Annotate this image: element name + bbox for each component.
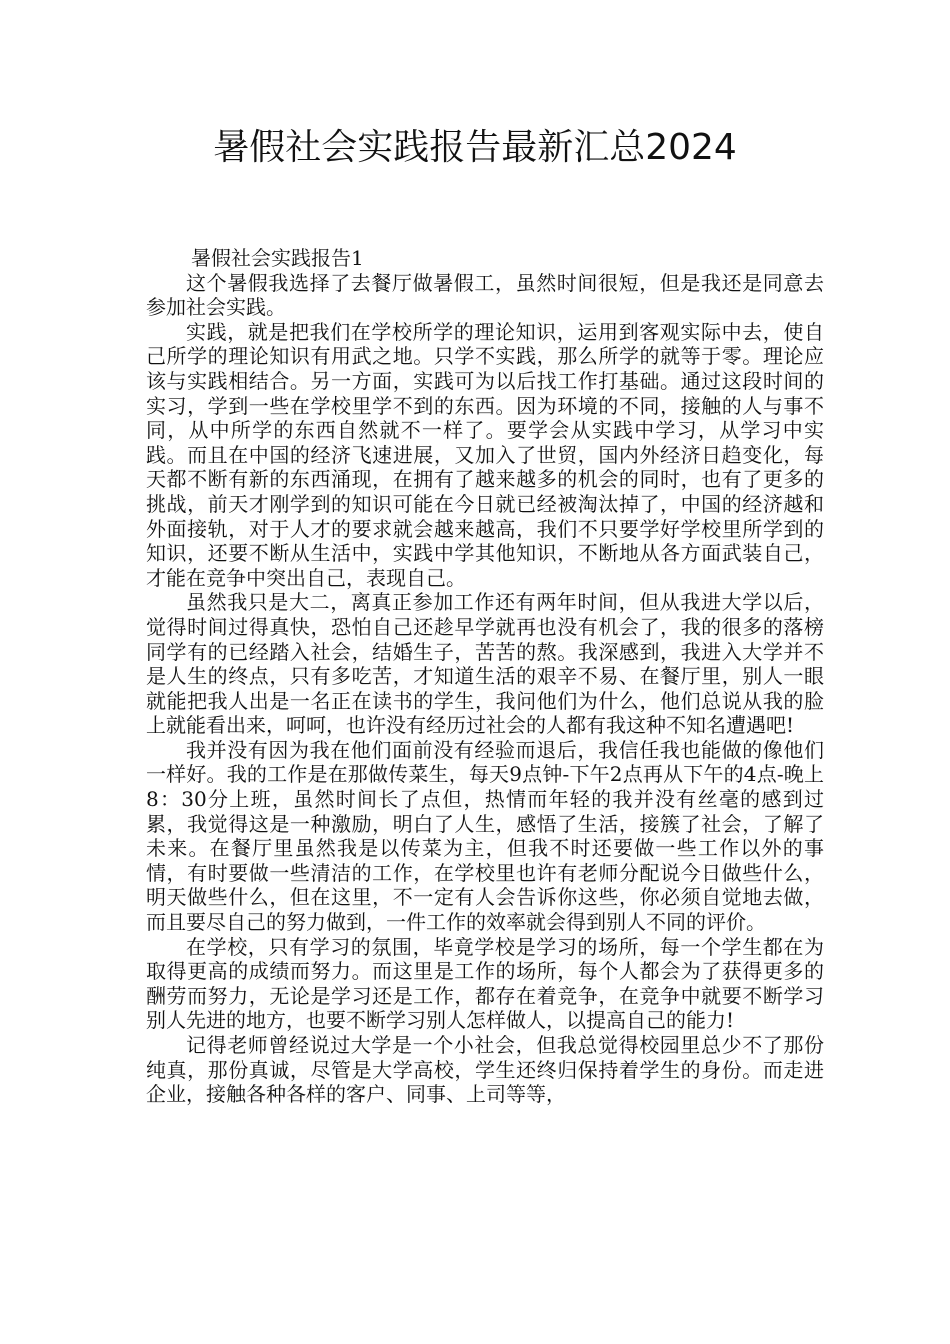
document-body [146,246,824,1107]
paragraph-4: 我并没有因为我在他们面前没有经验而退后，我信任我也能做的像他们一样好。我的工作是在那做传菜生，每天9点钟-下午2点再从下午的4点-晚上8：30分上班，虽然时间长了点但，热情而年轻的我并没有丝毫的感到过累，我觉得这是一种激励，明白了人生，感悟了生活，接簇了社会，了解了未来。在餐厅里虽然我是以传菜为主，但我不时还要做一些工作以外的事情，有时要做一些清洁的工作，在学校里也许有老师分配说今日做些什么，明天做些什么，但在这里，不一定有人会告诉你这些，你必须自觉地去做，而且要尽自己的努力做到，一件工作的效率就会得到别人不同的评价。 [146,737,824,935]
paragraph-5: 在学校，只有学习的氛围，毕竟学校是学习的场所，每一个学生都在为取得更高的成绩而努力。而这里是工作的场所，每个人都会为了获得更多的酬劳而努力，无论是学习还是工作，都存在着竞争，在竞争中就要不断学习别人先进的地方，也要不断学习别人怎样做人，以提高自己的能力! [146,934,824,1033]
paragraph-3: 虽然我只是大二，离真正参加工作还有两年时间，但从我进大学以后，觉得时间过得真快，恐怕自己还趁早学就再也没有机会了，我的很多的落榜同学有的已经踏入社会，结婚生子，苦苦的熬。我深感到，我进入大学并不是人生的终点，只有多吃苦，才知道生活的艰辛不易、在餐厅里，别人一眼就能把我人出是一名正在读书的学生，我问他们为什么，他们总说从我的脸上就能看出来，呵呵，也许没有经历过社会的人都有我这种不知名遭遇吧! [146,590,824,738]
section-heading: 暑假社会实践报告1 [191,246,364,270]
paragraph-2: 实践，就是把我们在学校所学的理论知识，运用到客观实际中去，使自己所学的理论知识有用武之地。只学不实践，那么所学的就等于零。理论应该与实践相结合。另一方面，实践可为以后找工作打基础。通过这段时间的实习，学到一些在学校里学不到的东西。因为环境的不同，接触的人与事不同，从中所学的东西自然就不一样了。要学会从实践中学习，从学习中实践。而且在中国的经济飞速进展，又加入了世贸，国内外经济日趋变化，每天都不断有新的东西涌现，在拥有了越来越多的机会的同时，也有了更多的挑战，前天才刚学到的知识可能在今日就已经被淘汰掉了，中国的经济越和外面接轨，对于人才的要求就会越来越高，我们不只要学好学校里所学到的知识，还要不断从生活中，实践中学其他知识，不断地从各方面武装自己，才能在竞争中突出自己，表现自己。 [146,319,824,590]
document-title: 暑假社会实践报告最新汇总2024 [213,127,737,168]
paragraph-1: 这个暑假我选择了去餐厅做暑假工，虽然时间很短，但是我还是同意去参加社会实践。 [146,270,824,320]
paragraph-6: 记得老师曾经说过大学是一个小社会，但我总觉得校园里总少不了那份纯真，那份真诚，尽管是大学高校，学生还终归保持着学生的身份。而走进企业，接触各种各样的客户、同事、上司等等， [146,1033,824,1107]
